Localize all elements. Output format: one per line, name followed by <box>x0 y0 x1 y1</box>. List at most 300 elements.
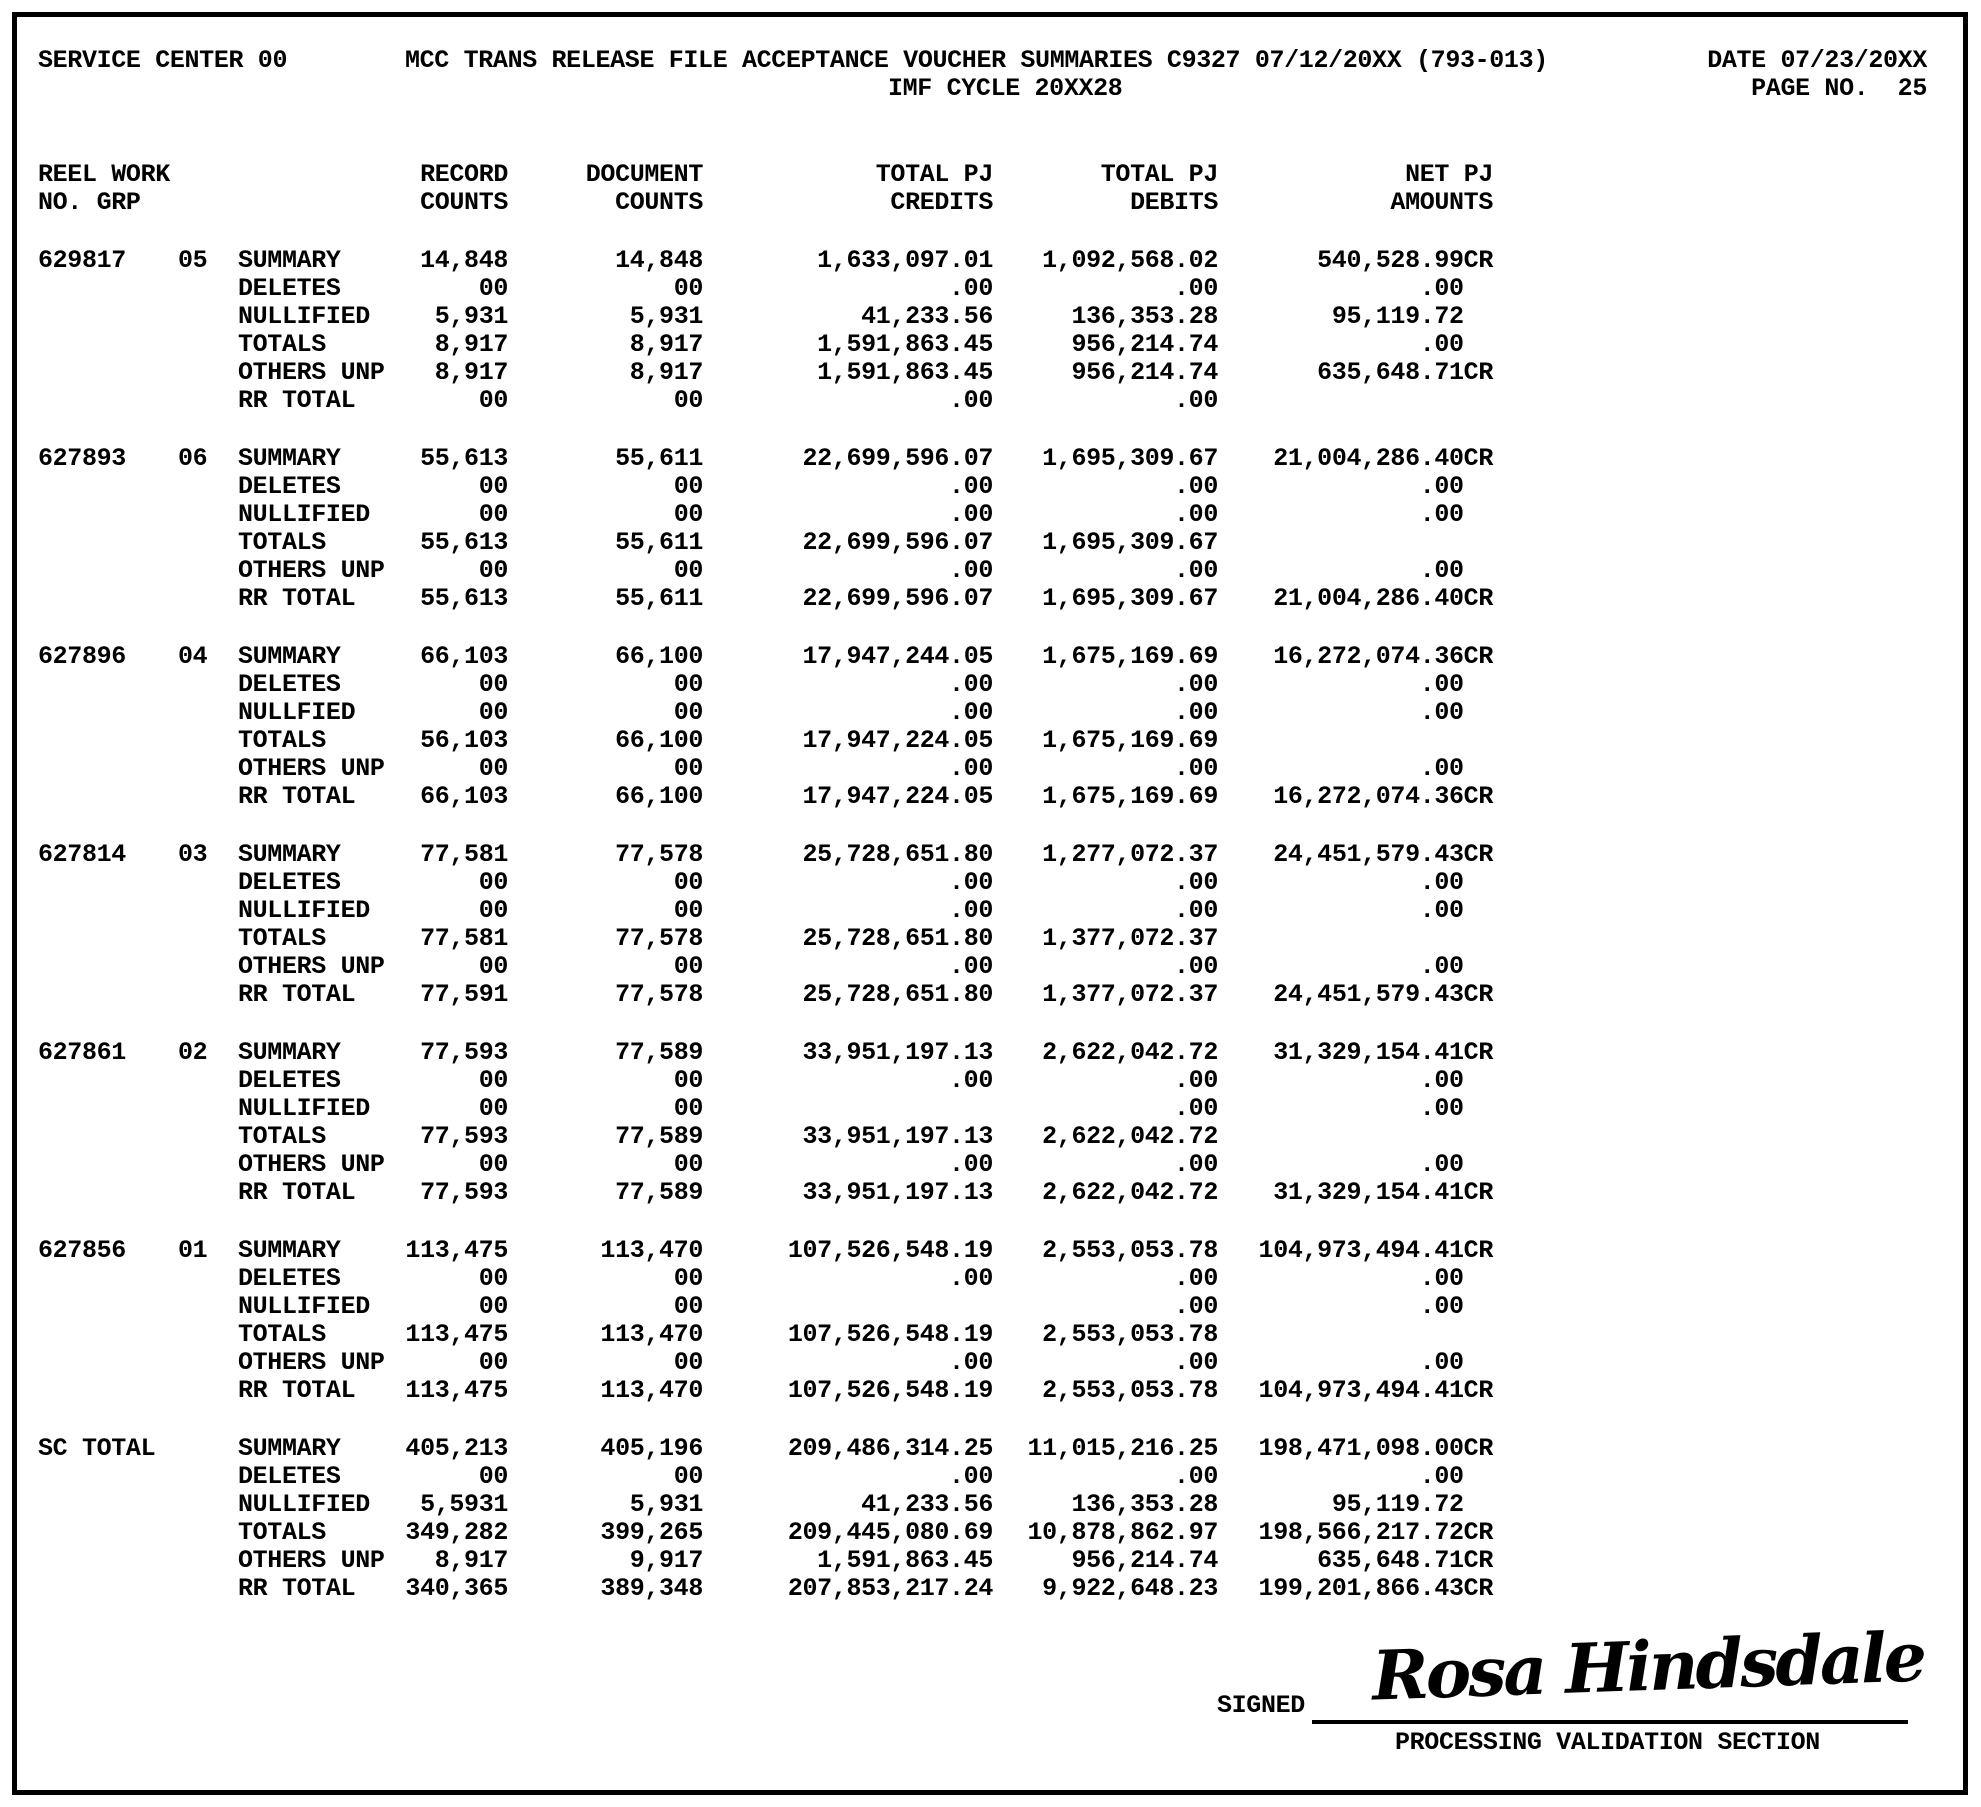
reel-number-cell <box>38 727 178 755</box>
table-row <box>38 953 1493 981</box>
record-counts-cell: 00 <box>478 1292 508 1321</box>
credits-cell: .00 <box>949 1462 993 1491</box>
credits-cell: 209,486,314.25 <box>787 1434 993 1463</box>
debits-cell: 2,553,053.78 <box>1042 1376 1218 1405</box>
row-label-cell: DELETES <box>238 274 341 303</box>
work-group-cell: 03 <box>178 840 208 869</box>
reel-number-cell <box>38 529 178 557</box>
net-amount-cell: .00 <box>1419 330 1493 359</box>
work-group-cell <box>178 699 238 727</box>
table-row <box>38 699 1493 727</box>
table-row <box>38 643 1493 671</box>
record-counts-cell: 66,103 <box>420 642 508 671</box>
document-counts-cell: 00 <box>673 556 703 585</box>
table-row <box>38 897 1493 925</box>
reel-number-cell <box>38 1575 178 1603</box>
reel-number-cell: 627893 <box>38 444 126 473</box>
debits-cell: 9,922,648.23 <box>1042 1574 1218 1603</box>
credits-cell: 25,728,651.80 <box>802 924 993 953</box>
work-group-cell: 02 <box>178 1038 208 1067</box>
document-counts-cell: 00 <box>673 1292 703 1321</box>
document-counts-cell: 55,611 <box>615 444 703 473</box>
table-row <box>38 1237 1493 1265</box>
document-counts-cell: 8,917 <box>629 358 703 387</box>
row-label-cell: RR TOTAL <box>238 584 356 613</box>
debits-cell: .00 <box>1174 754 1218 783</box>
signature: Rosa Hindsdale <box>1370 1617 1926 1717</box>
reel-number-cell <box>38 755 178 783</box>
record-counts-cell: 00 <box>478 896 508 925</box>
credits-cell: .00 <box>949 274 993 303</box>
table-row <box>38 303 1493 331</box>
record-counts-cell: 8,917 <box>434 1546 508 1575</box>
group-separator <box>38 1405 1493 1435</box>
net-amount-cell: .00 <box>1419 698 1493 727</box>
credits-cell: 1,591,863.45 <box>817 1546 993 1575</box>
record-counts-cell: 00 <box>478 952 508 981</box>
record-counts-cell: 340,365 <box>405 1574 508 1603</box>
reel-number-cell <box>38 1179 178 1207</box>
table-row <box>38 981 1493 1009</box>
record-counts-cell: 405,213 <box>405 1434 508 1463</box>
work-group-cell <box>178 557 238 585</box>
record-counts-cell: 77,593 <box>420 1122 508 1151</box>
row-label-cell: DELETES <box>238 1462 341 1491</box>
row-label-cell: NULLIFIED <box>238 302 370 331</box>
reel-number-cell <box>38 1463 178 1491</box>
row-label-cell: DELETES <box>238 472 341 501</box>
table-row <box>38 1519 1493 1547</box>
column-header-debits-l2: DEBITS <box>1130 188 1218 217</box>
work-group-cell <box>178 1095 238 1123</box>
reel-number-cell <box>38 869 178 897</box>
row-label-cell: DELETES <box>238 1066 341 1095</box>
work-group-cell: 04 <box>178 642 208 671</box>
service-center-label: SERVICE CENTER 00 <box>38 46 288 75</box>
work-group-cell <box>178 359 238 387</box>
net-amount-cell: .00 <box>1419 274 1493 303</box>
record-counts-cell: 55,613 <box>420 528 508 557</box>
reel-number-cell <box>38 1377 178 1405</box>
document-counts-cell: 77,578 <box>615 980 703 1009</box>
record-counts-cell: 113,475 <box>405 1376 508 1405</box>
row-label-cell: NULLFIED <box>238 698 356 727</box>
debits-cell: .00 <box>1174 1264 1218 1293</box>
credits-cell: 41,233.56 <box>861 302 993 331</box>
debits-cell: 2,622,042.72 <box>1042 1122 1218 1151</box>
credits-cell: 33,951,197.13 <box>802 1178 993 1207</box>
reel-number-cell <box>38 953 178 981</box>
record-counts-cell: 55,613 <box>420 584 508 613</box>
debits-cell: .00 <box>1174 670 1218 699</box>
work-group-cell <box>178 1463 238 1491</box>
row-label-cell: OTHERS UNP <box>238 1546 385 1575</box>
voucher-summary-table <box>38 161 1493 1603</box>
net-amount-cell: .00 <box>1419 1094 1493 1123</box>
credits-cell: .00 <box>949 670 993 699</box>
row-label-cell: TOTALS <box>238 1518 326 1547</box>
row-label-cell: SUMMARY <box>238 246 341 275</box>
debits-cell: .00 <box>1174 1094 1218 1123</box>
document-counts-cell: 00 <box>673 386 703 415</box>
row-label-cell: NULLIFIED <box>238 896 370 925</box>
document-counts-cell: 00 <box>673 1094 703 1123</box>
column-header-debits-l1: TOTAL PJ <box>1100 160 1218 189</box>
table-row <box>38 1377 1493 1405</box>
credits-cell <box>703 1293 993 1321</box>
row-label-cell: NULLIFIED <box>238 1490 370 1519</box>
record-counts-cell: 5,5931 <box>420 1490 508 1519</box>
debits-cell: 1,277,072.37 <box>1042 840 1218 869</box>
column-header-row-2 <box>38 189 1493 217</box>
work-group-cell <box>178 1321 238 1349</box>
document-counts-cell: 113,470 <box>600 1236 703 1265</box>
record-counts-cell: 00 <box>478 1348 508 1377</box>
document-counts-cell: 389,348 <box>600 1574 703 1603</box>
credits-cell: .00 <box>949 896 993 925</box>
document-counts-cell: 8,917 <box>629 330 703 359</box>
table-row <box>38 247 1493 275</box>
column-header-document-l1: DOCUMENT <box>585 160 703 189</box>
column-header-credits-l1: TOTAL PJ <box>875 160 993 189</box>
net-amount-cell <box>1218 387 1493 415</box>
credits-cell: 209,445,080.69 <box>787 1518 993 1547</box>
work-group-cell: 05 <box>178 246 208 275</box>
document-counts-cell: 00 <box>673 1150 703 1179</box>
column-header-reel-l2: NO. GRP <box>38 188 141 217</box>
credits-cell: 22,699,596.07 <box>802 444 993 473</box>
work-group-cell <box>178 925 238 953</box>
credits-cell: .00 <box>949 386 993 415</box>
credits-cell: 1,591,863.45 <box>817 330 993 359</box>
work-group-cell <box>178 529 238 557</box>
signature-line <box>1312 1720 1908 1724</box>
credits-cell: .00 <box>949 952 993 981</box>
debits-cell: .00 <box>1174 1066 1218 1095</box>
net-amount-cell: .00 <box>1419 1292 1493 1321</box>
record-counts-cell: 349,282 <box>405 1518 508 1547</box>
table-row <box>38 1067 1493 1095</box>
column-header-record-l1: RECORD <box>420 160 508 189</box>
table-row <box>38 783 1493 811</box>
document-counts-cell: 113,470 <box>600 1320 703 1349</box>
credits-cell: 41,233.56 <box>861 1490 993 1519</box>
debits-cell: .00 <box>1174 1348 1218 1377</box>
net-amount-cell <box>1218 1123 1493 1151</box>
credits-cell: .00 <box>949 698 993 727</box>
document-counts-cell: 00 <box>673 670 703 699</box>
reel-number-cell <box>38 1491 178 1519</box>
table-row <box>38 529 1493 557</box>
credits-cell: 22,699,596.07 <box>802 528 993 557</box>
record-counts-cell: 00 <box>478 556 508 585</box>
row-label-cell: DELETES <box>238 670 341 699</box>
reel-number-cell <box>38 275 178 303</box>
document-counts-cell: 55,611 <box>615 528 703 557</box>
reel-number-cell <box>38 1123 178 1151</box>
credits-cell: .00 <box>949 1348 993 1377</box>
record-counts-cell: 77,581 <box>420 924 508 953</box>
document-counts-cell: 14,848 <box>615 246 703 275</box>
column-header-credits-l2: CREDITS <box>890 188 993 217</box>
record-counts-cell: 00 <box>478 868 508 897</box>
row-label-cell: SUMMARY <box>238 1434 341 1463</box>
document-counts-cell: 00 <box>673 896 703 925</box>
net-amount-cell: 95,119.72 <box>1331 302 1493 331</box>
debits-cell: .00 <box>1174 386 1218 415</box>
work-group-cell <box>178 1265 238 1293</box>
document-counts-cell: 399,265 <box>600 1518 703 1547</box>
record-counts-cell: 00 <box>478 500 508 529</box>
work-group-cell <box>178 303 238 331</box>
net-amount-cell: 31,329,154.41CR <box>1273 1178 1493 1207</box>
row-label-cell: OTHERS UNP <box>238 1150 385 1179</box>
credits-cell: .00 <box>949 1066 993 1095</box>
group-separator <box>38 613 1493 643</box>
debits-cell: 2,553,053.78 <box>1042 1320 1218 1349</box>
document-counts-cell: 00 <box>673 754 703 783</box>
work-group-cell <box>178 783 238 811</box>
group-separator <box>38 811 1493 841</box>
net-amount-cell: 16,272,074.36CR <box>1273 642 1493 671</box>
row-label-cell: SUMMARY <box>238 444 341 473</box>
document-counts-cell: 77,589 <box>615 1122 703 1151</box>
reel-number-cell: 629817 <box>38 246 126 275</box>
work-group-cell <box>178 1123 238 1151</box>
net-amount-cell: 16,272,074.36CR <box>1273 782 1493 811</box>
table-row <box>38 1463 1493 1491</box>
net-amount-cell: 199,201,866.43CR <box>1258 1574 1493 1603</box>
work-group-cell <box>178 1349 238 1377</box>
reel-number-cell <box>38 557 178 585</box>
record-counts-cell: 56,103 <box>420 726 508 755</box>
net-amount-cell: 95,119.72 <box>1331 1490 1493 1519</box>
row-label-cell: SUMMARY <box>238 1038 341 1067</box>
net-amount-cell <box>1218 727 1493 755</box>
debits-cell: 10,878,862.97 <box>1027 1518 1218 1547</box>
row-label-cell: TOTALS <box>238 1320 326 1349</box>
row-label-cell: SUMMARY <box>238 642 341 671</box>
net-amount-cell: .00 <box>1419 472 1493 501</box>
reel-number-cell: 627896 <box>38 642 126 671</box>
document-counts-cell: 66,100 <box>615 782 703 811</box>
reel-number-cell <box>38 1067 178 1095</box>
table-row <box>38 1491 1493 1519</box>
reel-number-cell <box>38 359 178 387</box>
row-label-cell: SUMMARY <box>238 1236 341 1265</box>
group-separator <box>38 1009 1493 1039</box>
record-counts-cell: 00 <box>478 1462 508 1491</box>
credits-cell: 107,526,548.19 <box>787 1376 993 1405</box>
table-row <box>38 557 1493 585</box>
table-row <box>38 1575 1493 1603</box>
reel-number-cell <box>38 699 178 727</box>
column-header-row-1 <box>38 161 1493 189</box>
document-counts-cell: 9,917 <box>629 1546 703 1575</box>
document-counts-cell: 66,100 <box>615 642 703 671</box>
work-group-cell <box>178 981 238 1009</box>
record-counts-cell: 8,917 <box>434 358 508 387</box>
row-label-cell: TOTALS <box>238 330 326 359</box>
group-separator <box>38 1207 1493 1237</box>
work-group-cell: 06 <box>178 444 208 473</box>
credits-cell: .00 <box>949 1150 993 1179</box>
record-counts-cell: 113,475 <box>405 1320 508 1349</box>
row-label-cell: RR TOTAL <box>238 1178 356 1207</box>
credits-cell: 25,728,651.80 <box>802 980 993 1009</box>
debits-cell: .00 <box>1174 1462 1218 1491</box>
reel-number-cell <box>38 501 178 529</box>
net-amount-cell: .00 <box>1419 896 1493 925</box>
credits-cell: .00 <box>949 754 993 783</box>
table-row <box>38 473 1493 501</box>
debits-cell: .00 <box>1174 274 1218 303</box>
net-amount-cell: .00 <box>1419 556 1493 585</box>
debits-cell: 956,214.74 <box>1071 330 1218 359</box>
credits-cell: 1,591,863.45 <box>817 358 993 387</box>
row-label-cell: RR TOTAL <box>238 782 356 811</box>
work-group-cell <box>178 501 238 529</box>
column-header-record-l2: COUNTS <box>420 188 508 217</box>
net-amount-cell: 198,566,217.72CR <box>1258 1518 1493 1547</box>
reel-number-cell <box>38 783 178 811</box>
net-amount-cell: 24,451,579.43CR <box>1273 840 1493 869</box>
net-amount-cell: .00 <box>1419 754 1493 783</box>
row-label-cell: SUMMARY <box>238 840 341 869</box>
reel-number-cell <box>38 671 178 699</box>
table-row <box>38 275 1493 303</box>
debits-cell: 136,353.28 <box>1071 302 1218 331</box>
net-amount-cell <box>1218 529 1493 557</box>
table-row <box>38 387 1493 415</box>
record-counts-cell: 00 <box>478 698 508 727</box>
work-group-cell: 01 <box>178 1236 208 1265</box>
debits-cell: .00 <box>1174 952 1218 981</box>
record-counts-cell: 5,931 <box>434 302 508 331</box>
debits-cell: 1,695,309.67 <box>1042 444 1218 473</box>
table-row <box>38 1039 1493 1067</box>
document-counts-cell: 55,611 <box>615 584 703 613</box>
reel-number-cell <box>38 897 178 925</box>
reel-number-cell <box>38 303 178 331</box>
work-group-cell <box>178 1519 238 1547</box>
net-amount-cell: 31,329,154.41CR <box>1273 1038 1493 1067</box>
work-group-cell <box>178 275 238 303</box>
debits-cell: .00 <box>1174 556 1218 585</box>
debits-cell: 2,622,042.72 <box>1042 1038 1218 1067</box>
record-counts-cell: 00 <box>478 274 508 303</box>
debits-cell: 1,675,169.69 <box>1042 726 1218 755</box>
table-row <box>38 501 1493 529</box>
reel-number-cell <box>38 1321 178 1349</box>
work-group-cell <box>178 1575 238 1603</box>
reel-number-cell <box>38 331 178 359</box>
column-header-net-l2: AMOUNTS <box>1390 188 1493 217</box>
validation-section-label: PROCESSING VALIDATION SECTION <box>1395 1728 1820 1757</box>
net-amount-cell: .00 <box>1419 1348 1493 1377</box>
work-group-cell <box>178 755 238 783</box>
work-group-cell <box>178 1435 238 1463</box>
net-amount-cell <box>1218 1321 1493 1349</box>
work-group-cell <box>178 1179 238 1207</box>
debits-cell: 1,377,072.37 <box>1042 924 1218 953</box>
group-separator <box>38 415 1493 445</box>
net-amount-cell: .00 <box>1419 670 1493 699</box>
reel-number-cell <box>38 1519 178 1547</box>
row-label-cell: DELETES <box>238 1264 341 1293</box>
work-group-cell <box>178 897 238 925</box>
document-counts-cell: 00 <box>673 274 703 303</box>
table-row <box>38 671 1493 699</box>
debits-cell: 136,353.28 <box>1071 1490 1218 1519</box>
record-counts-cell: 00 <box>478 386 508 415</box>
net-amount-cell: 21,004,286.40CR <box>1273 444 1493 473</box>
record-counts-cell: 14,848 <box>420 246 508 275</box>
row-label-cell: OTHERS UNP <box>238 1348 385 1377</box>
document-counts-cell: 00 <box>673 868 703 897</box>
table-row <box>38 1179 1493 1207</box>
document-counts-cell: 5,931 <box>629 1490 703 1519</box>
record-counts-cell: 00 <box>478 472 508 501</box>
credits-cell: .00 <box>949 868 993 897</box>
report-cycle: IMF CYCLE 20XX28 <box>888 74 1123 103</box>
net-amount-cell <box>1218 925 1493 953</box>
record-counts-cell: 66,103 <box>420 782 508 811</box>
table-row <box>38 1265 1493 1293</box>
record-counts-cell: 00 <box>478 670 508 699</box>
work-group-cell <box>178 1293 238 1321</box>
credits-cell: 107,526,548.19 <box>787 1236 993 1265</box>
document-counts-cell: 77,578 <box>615 840 703 869</box>
reel-number-cell <box>38 585 178 613</box>
document-counts-cell: 00 <box>673 1348 703 1377</box>
document-counts-cell: 77,589 <box>615 1038 703 1067</box>
row-label-cell: RR TOTAL <box>238 980 356 1009</box>
record-counts-cell: 77,591 <box>420 980 508 1009</box>
credits-cell: 107,526,548.19 <box>787 1320 993 1349</box>
table-row <box>38 727 1493 755</box>
work-group-cell <box>178 869 238 897</box>
row-label-cell: OTHERS UNP <box>238 556 385 585</box>
work-group-cell <box>178 473 238 501</box>
reel-number-cell <box>38 1151 178 1179</box>
document-counts-cell: 00 <box>673 1462 703 1491</box>
record-counts-cell: 00 <box>478 1094 508 1123</box>
row-label-cell: TOTALS <box>238 924 326 953</box>
row-label-cell: RR TOTAL <box>238 1376 356 1405</box>
table-row <box>38 585 1493 613</box>
debits-cell: .00 <box>1174 868 1218 897</box>
debits-cell: 1,695,309.67 <box>1042 528 1218 557</box>
credits-cell: .00 <box>949 556 993 585</box>
record-counts-cell: 77,593 <box>420 1038 508 1067</box>
document-counts-cell: 00 <box>673 1066 703 1095</box>
work-group-cell <box>178 387 238 415</box>
debits-cell: 956,214.74 <box>1071 1546 1218 1575</box>
debits-cell: .00 <box>1174 472 1218 501</box>
column-header-document-l2: COUNTS <box>615 188 703 217</box>
credits-cell: .00 <box>949 500 993 529</box>
reel-number-cell <box>38 981 178 1009</box>
debits-cell: 1,675,169.69 <box>1042 642 1218 671</box>
credits-cell: 22,699,596.07 <box>802 584 993 613</box>
table-row <box>38 359 1493 387</box>
page-number: PAGE NO. 25 <box>1751 74 1927 103</box>
table-row <box>38 1349 1493 1377</box>
credits-cell: 207,853,217.24 <box>787 1574 993 1603</box>
row-label-cell: TOTALS <box>238 1122 326 1151</box>
debits-cell: 1,377,072.37 <box>1042 980 1218 1009</box>
